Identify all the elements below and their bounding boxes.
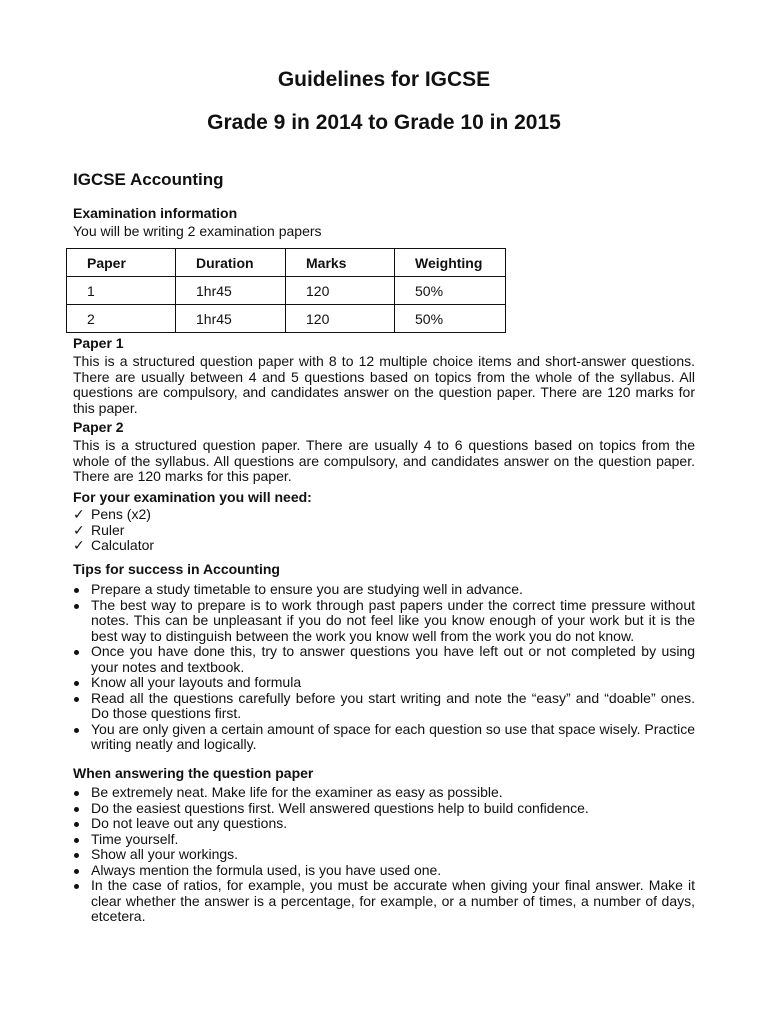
list-item-text: Do the easiest questions first. Well answered questions help to build confidence.	[91, 799, 589, 816]
tips-list	[73, 582, 695, 753]
bullet-icon	[74, 588, 79, 593]
bullet-icon	[74, 604, 79, 609]
list-item	[73, 863, 695, 879]
table-cell: 120	[286, 305, 395, 333]
tips-heading: Tips for success in Accounting	[73, 561, 280, 577]
list-item	[73, 722, 695, 753]
bullet-icon	[74, 650, 79, 655]
list-item-text: Ruler	[91, 521, 125, 538]
list-item-text: In the case of ratios, for example, you must be accurate when giving your final answer. Make it clear whether the answer is a percentage, for example, or a number of times, a number of days, etcetera.	[91, 877, 695, 924]
table-cell: 50%	[395, 305, 506, 333]
table-header-cell: Weighting	[395, 249, 506, 277]
document-title: Guidelines for IGCSE	[277, 68, 491, 91]
list-item	[73, 675, 695, 691]
table-header-cell: Marks	[286, 249, 395, 277]
table-row	[67, 277, 506, 305]
check-icon: ✓	[73, 537, 85, 553]
table-cell: 1hr45	[176, 305, 286, 333]
paper2-heading: Paper 2	[73, 419, 124, 435]
list-item-text: Know all your layouts and formula	[91, 674, 302, 690]
list-item	[73, 538, 695, 554]
table-cell: 120	[286, 277, 395, 305]
list-item	[73, 691, 695, 722]
list-item	[73, 832, 695, 848]
exam-info-heading: Examination information	[73, 205, 238, 221]
bullet-icon	[74, 884, 79, 889]
list-item-text: Do not leave out any questions.	[91, 815, 288, 831]
need-heading: For your examination you will need:	[73, 489, 312, 505]
bullet-icon	[74, 807, 79, 812]
list-item	[73, 847, 695, 863]
table-cell: 1hr45	[176, 277, 286, 305]
paper1-heading: Paper 1	[73, 335, 124, 351]
list-item	[73, 801, 695, 817]
list-item	[73, 582, 695, 598]
bullet-icon	[74, 791, 79, 796]
list-item	[73, 785, 695, 801]
table-header-cell: Paper	[67, 249, 176, 277]
list-item-text: Show all your workings.	[91, 846, 239, 862]
list-item	[73, 523, 695, 539]
list-item-text: Read all the questions carefully before you start writing and note the “easy” and “doable” ones. Do those questions first.	[91, 689, 695, 721]
document-subtitle: Grade 9 in 2014 to Grade 10 in 2015	[207, 111, 561, 134]
check-icon: ✓	[73, 521, 85, 538]
bullet-icon	[74, 853, 79, 858]
exam-info-intro: You will be writing 2 examination papers	[73, 223, 322, 239]
bullet-icon	[74, 728, 79, 733]
table-header-row	[67, 249, 506, 277]
table-cell: 2	[67, 305, 176, 333]
list-item-text: Always mention the formula used, is you have used one.	[91, 861, 442, 878]
list-item-text: Pens (x2)	[91, 506, 151, 522]
bullet-icon	[74, 681, 79, 686]
check-icon: ✓	[73, 506, 85, 522]
answering-heading: When answering the question paper	[73, 765, 314, 781]
paper1-text: This is a structured question paper with 8 to 12 multiple choice items and short-answer questions. There are usually between 4 and 5 questions based on topics from the whole of the syllabus. All questions are compulsory, and candidates answer on the question paper. There are 120 marks for this paper.	[73, 353, 695, 416]
need-list	[73, 507, 695, 554]
bullet-icon	[74, 838, 79, 843]
list-item-text: Be extremely neat. Make life for the examiner as easy as possible.	[91, 784, 503, 800]
list-item-text: Calculator	[91, 537, 155, 553]
bullet-icon	[74, 697, 79, 702]
list-item-text: Time yourself.	[91, 830, 179, 847]
list-item-text: Prepare a study timetable to ensure you are studying well in advance.	[91, 581, 523, 597]
table-cell: 1	[67, 277, 176, 305]
list-item	[73, 816, 695, 832]
bullet-icon	[74, 822, 79, 827]
list-item	[73, 644, 695, 675]
answering-list	[73, 785, 695, 925]
list-item	[73, 598, 695, 645]
exam-table	[66, 248, 506, 333]
list-item	[73, 507, 695, 523]
list-item	[73, 878, 695, 925]
list-item-text: You are only given a certain amount of space for each question so use that space wisely. Practice writing neatly and logically.	[91, 720, 695, 752]
list-item-text: Once you have done this, try to answer questions you have left out or not completed by using your notes and textbook.	[91, 643, 695, 675]
table-cell: 50%	[395, 277, 506, 305]
bullet-icon	[74, 869, 79, 874]
list-item-text: The best way to prepare is to work through past papers under the correct time pressure without notes. This can be unpleasant if you do not feel like you know enough of your work but it is the best way to distinguish between the work you know well from the work you do not know.	[91, 596, 695, 644]
table-header-cell: Duration	[176, 249, 286, 277]
subject-heading: IGCSE Accounting	[73, 170, 224, 189]
paper2-text: This is a structured question paper. There are usually 4 to 6 questions based on topics from the whole of the syllabus. All questions are compulsory, and candidates answer on the question paper. There are 120 marks for this paper.	[73, 437, 695, 484]
table-row	[67, 305, 506, 333]
